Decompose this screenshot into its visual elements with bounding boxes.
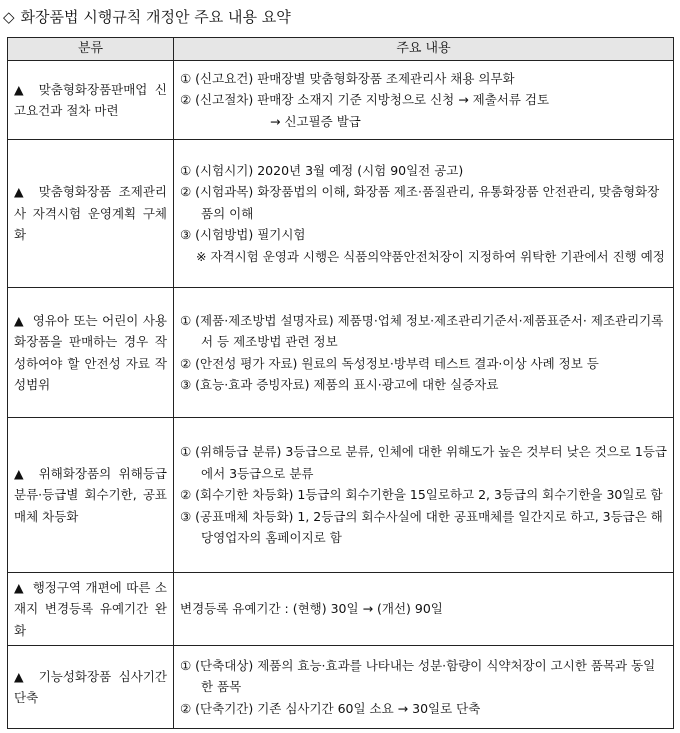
row-category [8, 573, 174, 646]
list-item: ① (제품·제조방법 설명자료) 제품명·업체 정보·제조관리기준서·제품표준서· 제조관리기록서 등 제조방법 관련 정보 [180, 312, 664, 349]
triangle-bullet-icon: ▲ [14, 668, 28, 684]
table-row [8, 646, 674, 729]
category-text: 행정구역 개편에 따른 소재지 변경등록 유예기간 완화 [14, 579, 168, 638]
list-item: ③ (시험방법) 필기시험 [180, 227, 306, 243]
list-item: ② (회수기한 차등화) 1등급의 회수기한을 15일로하고 2, 3등급의 회수기한을 30일로 함 [180, 487, 663, 503]
list-item: ② (단축기간) 기존 심사기간 60일 소요 → 30일로 단축 [180, 700, 481, 716]
list-item-continuation: → 신고필증 발급 [270, 113, 361, 129]
diamond-icon: ◇ [3, 8, 15, 26]
row-category [8, 288, 174, 418]
summary-table [7, 37, 674, 729]
list-item: ① (신고요건) 판매장별 맞춤형화장품 조제관리사 채용 의무화 [180, 70, 515, 86]
category-text: 위해화장품의 위해등급 분류·등급별 회수기한, 공표매체 차등화 [14, 465, 167, 524]
row-category [8, 646, 174, 729]
category-text: 영유아 또는 어린이 사용 화장품을 판매하는 경우 작성하여야 할 안전성 자료 작성범위 [14, 312, 168, 392]
header-content: 주요 내용 [174, 38, 674, 61]
row-content [174, 61, 674, 140]
table-header-row [8, 38, 674, 61]
category-text: 맞춤형화장품판매업 신고요건과 절차 마련 [14, 81, 167, 118]
row-content [174, 573, 674, 646]
table-row [8, 288, 674, 418]
row-category [8, 418, 174, 573]
triangle-bullet-icon: ▲ [14, 579, 25, 595]
list-item: ① (위해등급 분류) 3등급으로 분류, 인체에 대한 위해도가 높은 것부터 낮은 것으로 1등급에서 3등급으로 분류 [180, 444, 667, 481]
triangle-bullet-icon: ▲ [14, 465, 28, 481]
triangle-bullet-icon: ▲ [14, 184, 28, 200]
note [180, 246, 667, 268]
table-row [8, 418, 674, 573]
triangle-bullet-icon: ▲ [14, 312, 25, 328]
title-text: 화장품법 시행규칙 개정안 주요 내용 요약 [20, 8, 291, 26]
list-item: ② (신고절차) 판매장 소재지 기준 지방청으로 신청 → 제출서류 검토 [180, 92, 550, 108]
list-item: 변경등록 유예기간 : (현행) 30일 → (개선) 90일 [180, 601, 443, 617]
row-category [8, 140, 174, 288]
row-content [174, 288, 674, 418]
table-row [8, 61, 674, 140]
category-text: 기능성화장품 심사기간 단축 [14, 668, 167, 705]
triangle-bullet-icon: ▲ [14, 81, 28, 97]
row-category [8, 61, 174, 140]
page-title [3, 4, 291, 30]
table-row [8, 140, 674, 288]
list-item: ③ (효능·효과 증빙자료) 제품의 표시·광고에 대한 실증자료 [180, 377, 499, 392]
list-item: ① (단축대상) 제품의 효능·효과를 나타내는 성분·함량이 식약처장이 고시한 품목과 동일한 품목 [180, 657, 656, 695]
row-content [174, 140, 674, 288]
row-content [174, 646, 674, 729]
category-text: 맞춤형화장품 조제관리사 자격시험 운영계획 구체화 [14, 184, 167, 243]
list-item: ② (안전성 평가 자료) 원료의 독성정보·방부력 테스트 결과·이상 사례 정보 등 [180, 355, 599, 371]
table-row [8, 573, 674, 646]
note-text: ※ 자격시험 운영과 시행은 식품의약품안전처장이 지정하여 위탁한 기관에서 진행 예정 [196, 248, 665, 264]
list-item: ① (시험시기) 2020년 3월 예정 (시험 90일전 공고) [180, 162, 464, 178]
row-content [174, 418, 674, 573]
header-category: 분류 [8, 38, 174, 61]
list-item: ② (시험과목) 화장품법의 이해, 화장품 제조·품질관리, 유통화장품 안전관리, 맞춤형화장품의 이해 [180, 184, 660, 221]
list-item: ③ (공표매체 차등화) 1, 2등급의 회수사실에 대한 공표매체를 일간지로 하고, 3등급은 해당영업자의 홈페이지로 함 [180, 508, 663, 546]
